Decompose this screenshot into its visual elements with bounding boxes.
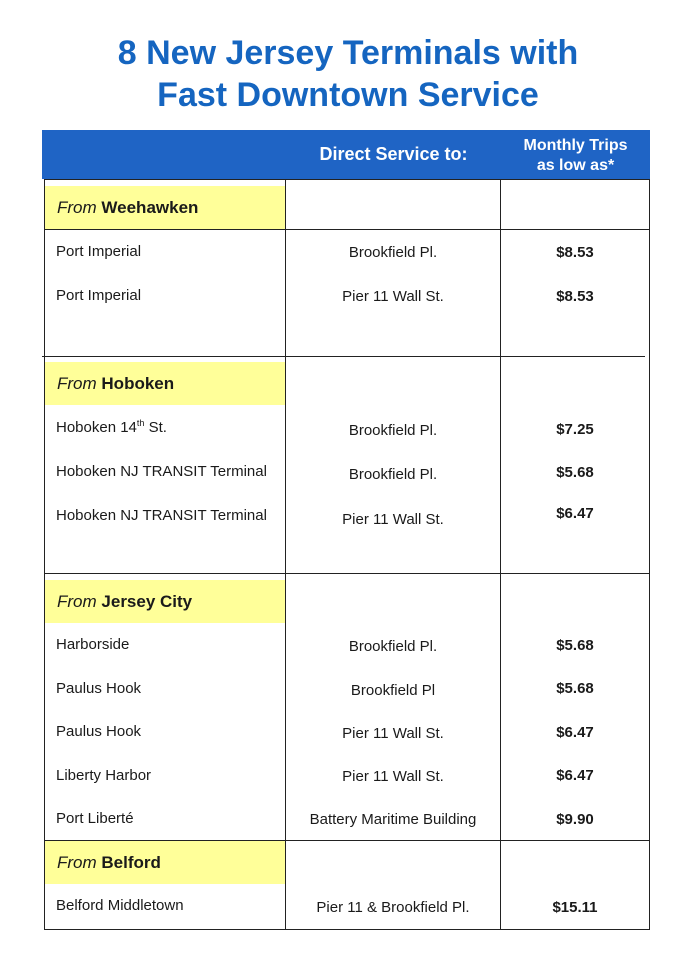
title-line-1: 8 New Jersey Terminals with xyxy=(117,34,579,72)
terminal-text: Hoboken 14 xyxy=(56,419,137,436)
region-name: Jersey City xyxy=(101,592,193,611)
price-cell: $7.25 xyxy=(556,421,594,438)
header-monthly-line-2: as low as* xyxy=(536,157,615,174)
table-border-left xyxy=(44,179,45,930)
service-cell: Pier 11 Wall St. xyxy=(342,725,444,742)
service-cell: Brookfield Pl. xyxy=(348,244,438,261)
region-name: Weehawken xyxy=(101,198,199,217)
region-name: Belford xyxy=(101,853,161,872)
section-divider-2 xyxy=(44,573,650,574)
terminal-cell: Port Imperial xyxy=(56,287,142,304)
price-cell: $5.68 xyxy=(556,680,594,697)
region-header-belford xyxy=(45,841,285,884)
table-border-top xyxy=(44,179,650,180)
region-prefix: From xyxy=(57,592,97,611)
terminal-cell: Hoboken NJ TRANSIT Terminal xyxy=(56,507,267,524)
terminal-superscript: th xyxy=(136,418,145,428)
terminal-cell: Paulus Hook xyxy=(56,680,142,697)
terminal-cell xyxy=(56,419,167,436)
terminals-table xyxy=(44,179,650,930)
region-prefix: From xyxy=(57,198,97,217)
table-header xyxy=(42,130,650,179)
price-cell: $5.68 xyxy=(556,464,594,481)
price-cell: $6.47 xyxy=(556,767,594,784)
table-border-bottom xyxy=(44,929,650,930)
terminal-suffix: St. xyxy=(144,419,167,436)
price-cell: $5.68 xyxy=(556,637,594,654)
price-cell: $9.90 xyxy=(556,811,594,828)
region-prefix: From xyxy=(57,374,97,393)
region-name: Hoboken xyxy=(101,374,175,393)
price-cell: $8.53 xyxy=(556,244,594,261)
region-header-weehawken xyxy=(45,186,285,229)
header-monthly-line-1: Monthly Trips xyxy=(523,137,628,154)
price-cell: $8.53 xyxy=(556,288,594,305)
service-cell: Brookfield Pl. xyxy=(348,466,438,483)
region-header-jersey-city xyxy=(45,580,285,623)
region-prefix: From xyxy=(57,853,97,872)
page-title xyxy=(0,32,696,116)
header-direct-service: Direct Service to: xyxy=(319,144,468,164)
service-cell: Battery Maritime Building xyxy=(309,811,477,828)
service-cell: Brookfield Pl. xyxy=(348,422,438,439)
terminal-cell: Belford Middletown xyxy=(56,897,184,914)
service-cell: Pier 11 Wall St. xyxy=(342,511,444,528)
service-cell: Pier 11 & Brookfield Pl. xyxy=(316,899,470,916)
terminal-cell: Liberty Harbor xyxy=(56,767,152,784)
table-border-right xyxy=(649,179,650,930)
terminal-cell: Harborside xyxy=(56,636,130,653)
row-divider-weehawken xyxy=(44,229,650,230)
header-monthly-trips xyxy=(501,136,650,176)
price-cell: $6.47 xyxy=(556,724,594,741)
price-cell: $15.11 xyxy=(552,899,598,916)
service-cell: Pier 11 Wall St. xyxy=(342,288,444,305)
terminal-cell: Paulus Hook xyxy=(56,723,142,740)
region-header-hoboken xyxy=(45,362,285,405)
section-divider-1 xyxy=(42,356,645,357)
service-cell: Pier 11 Wall St. xyxy=(342,768,444,785)
terminal-cell: Port Liberté xyxy=(56,810,134,827)
title-line-2: Fast Downtown Service xyxy=(157,76,539,114)
terminal-cell: Hoboken NJ TRANSIT Terminal xyxy=(56,463,267,480)
service-cell: Brookfield Pl xyxy=(350,682,436,699)
terminal-cell: Port Imperial xyxy=(56,243,142,260)
price-cell: $6.47 xyxy=(556,505,594,522)
service-cell: Brookfield Pl. xyxy=(348,638,438,655)
